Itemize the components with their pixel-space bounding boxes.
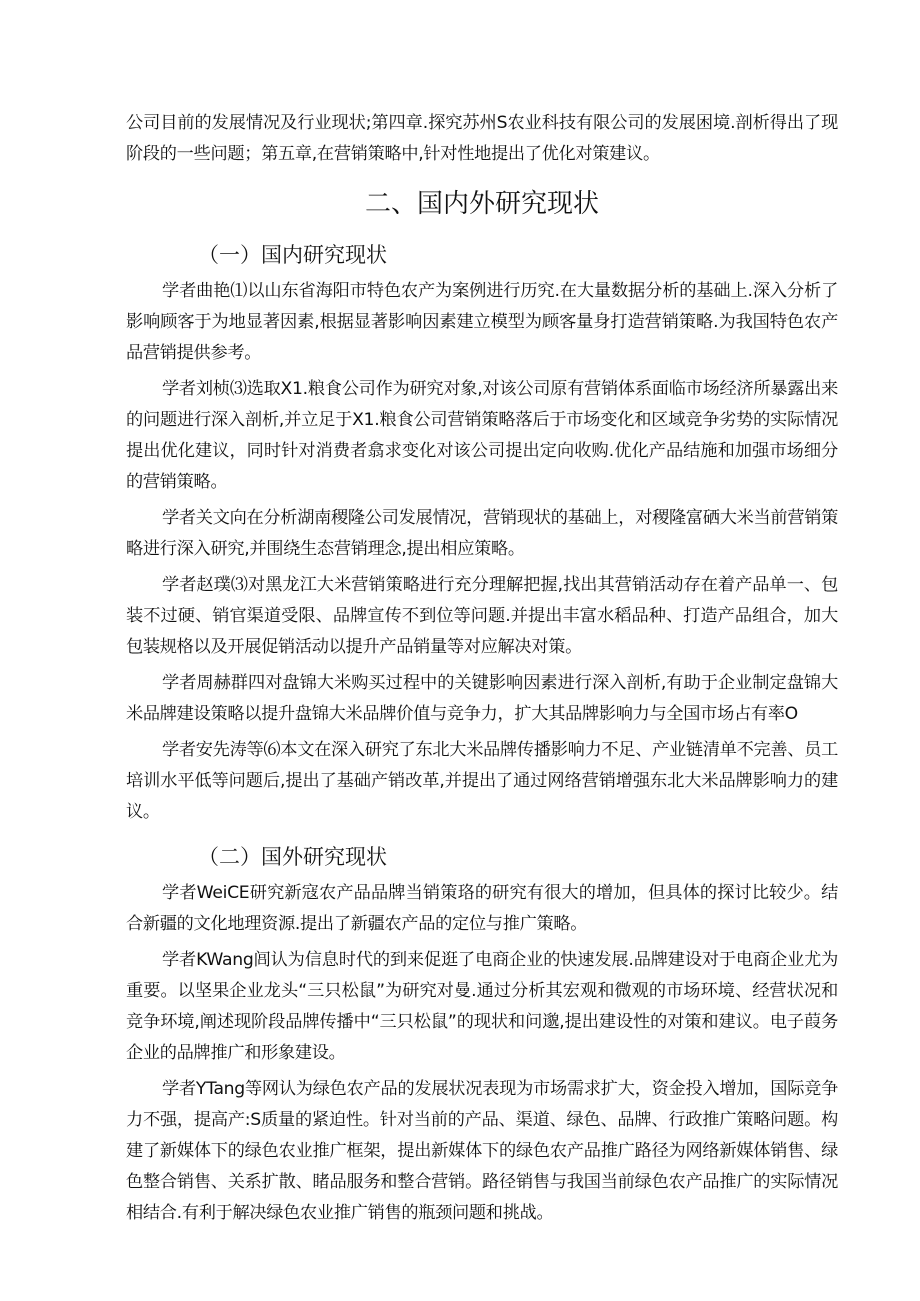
domestic-paragraph-4: 学者赵璞⑶对黑龙江大米营销策略进行充分理解把握,找出其营销活动存在着产品单一、包装不过硬、销官渠道受限、品牌宣传不到位等问题.并提出丰富水稻品种、打造产品组合，加大包装规格以及开展促销活动以提升产品销量等对应解决对策。 <box>126 575 838 657</box>
foreign-paragraph-3: 学者YTang等网认为绿色农产品的发展状况表现为市场需求扩大，资金投入增加，国际竞争力不强，提高产:S质量的紧迫性。针对当前的产品、渠道、绿色、品牌、行政推广策略问题。构建了新媒体下的绿色农业推广框架，提出新媒体下的绿色农产品推广路径为网络新媒体销售、绿色整合销售、关系扩散、睹品服务和整合营销。路径销售与我国当前绿色农产品推广的实际情况相结合.有利于解决绿色农业推广销售的瓶颈问题和挑战。 <box>126 1079 838 1223</box>
foreign-paragraph-2: 学者KWang闾认为信息时代的到来促逛了电商企业的快速发展.品牌建设对于电商企业尤为重要。以坚果企业龙头“三只松鼠”为研究对曼.通过分析其宏观和微观的市场环境、经营状况和竞争环境,阐述现阶段品牌传播中“三只松鼠”的现状和问邈,提出建设性的对策和建议。电子葭务企业的品牌推广和形象建设。 <box>126 950 838 1063</box>
section-title: 二、国内外研究现状 <box>364 189 599 219</box>
domestic-paragraph-1: 学者曲艳⑴以山东省海阳市特色农产为案例进行历究.在大量数据分析的基础上.深入分析了影响顾客于为地显著因素,根据显著影响因素建立模型为顾客量身打造营销策略.为我国特色农产品营销提供参考。 <box>126 281 838 363</box>
domestic-paragraph-2: 学者刘桢⑶选取X1.粮食公司作为研究对象,对该公司原有营销体系面临市场经济所暴露出来的问题进行深入剖析,并立足于X1.粮食公司营销策略落后于市场变化和区域竞争劣势的实际情况提出优化建议，同时针对消费者翕求变化对该公司提出定向收购.优化产品结施和加强市场细分的营销策略。 <box>126 379 838 492</box>
foreign-paragraph-1: 学者WeiCE研究新寇农产品品牌当销策珞的研究有很大的增加，但具体的探讨比较少。结合新疆的文化地理资源.提出了新疆农产品的定位与推广策略。 <box>126 883 838 934</box>
domestic-paragraph-3: 学者关文向在分析湖南稷隆公司发展情况，营销现状的基础上，对稷隆富硒大米当前营销策略进行深入研究,并围绕生态营销理念,提出相应策略。 <box>126 508 838 559</box>
foreign-research-heading: （二）国外研究现状 <box>198 845 387 869</box>
domestic-paragraph-6: 学者安先涛等⑹本文在深入研究了东北大米品牌传播影响力不足、产业链清单不完善、员工培训水平低等问题后,提出了基础产销改革,并提出了通过网络营销增强东北大米品牌影响力的建议。 <box>126 740 838 822</box>
intro-paragraph: 公司目前的发展情况及行业现状;第四章.探究苏州S农业科技有限公司的发展困境.剖析得出了现阶段的一些问题；第五章,在营销策略中,针对性地提出了优化对策建议。 <box>126 113 838 164</box>
domestic-research-heading: （一）国内研究现状 <box>198 243 387 267</box>
document-content <box>126 108 838 1229</box>
domestic-paragraph-5: 学者周赫群四对盘锦大米购买过程中的关键影响因素进行深入剖析,有助于企业制定盘锦大米品牌建设策略以提升盘锦大米品牌价值与竞争力，扩大其品牌影响力与全国市场占有率O <box>126 673 838 724</box>
